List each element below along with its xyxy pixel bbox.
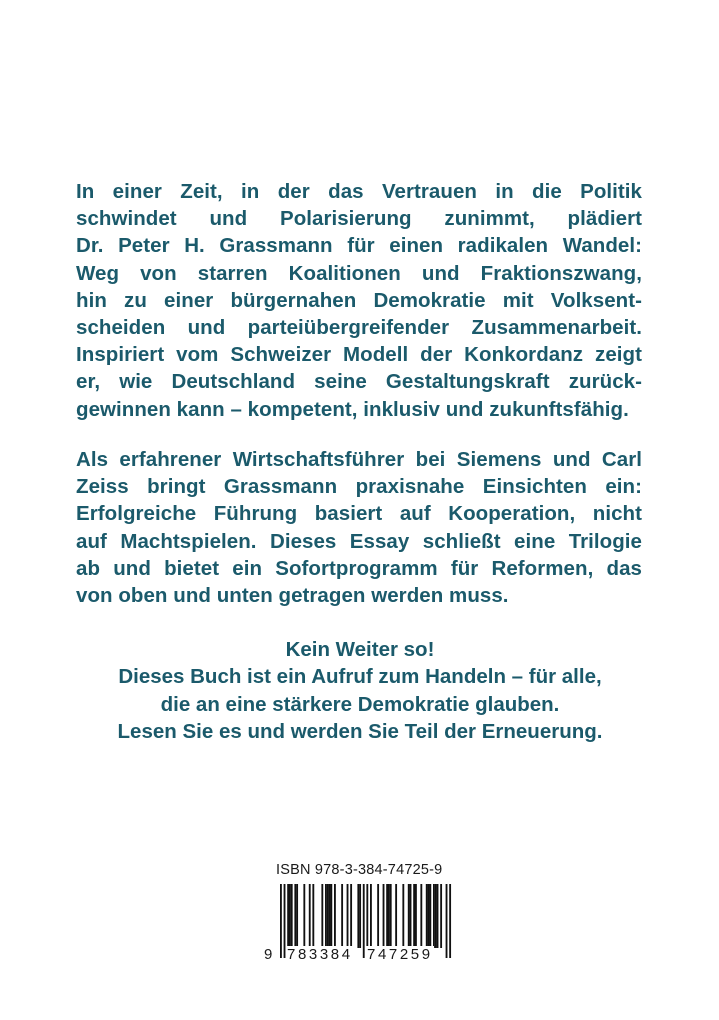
callout-headline: Kein Weiter so! bbox=[285, 638, 435, 661]
barcode-bar bbox=[370, 884, 372, 948]
barcode-bar bbox=[312, 884, 314, 948]
barcode-bar bbox=[435, 884, 437, 948]
barcode-bar bbox=[428, 884, 430, 948]
call-to-action bbox=[60, 636, 660, 746]
barcode-bar bbox=[289, 884, 291, 948]
barcode-bar bbox=[363, 884, 365, 958]
blurb-line: ab und bietet ein Sofortprogramm für Reformen, das bbox=[76, 556, 642, 580]
blurb-line: Zeiss bringt Grassmann praxisnahe Einsichten ein: bbox=[76, 475, 642, 499]
barcode-bar bbox=[280, 884, 282, 958]
blurb-line: schwindet und Polarisierung zunimmt, plädiert bbox=[76, 207, 642, 231]
blurb-line: scheiden und parteiübergreifender Zusammenarbeit. bbox=[76, 316, 642, 340]
blurb-line: Als erfahrener Wirtschaftsführer bei Siemens und Carl bbox=[76, 448, 642, 471]
barcode-bar bbox=[420, 884, 422, 948]
isbn-barcode bbox=[264, 884, 454, 974]
barcode-bar bbox=[325, 884, 327, 948]
blurb-line: Weg von starren Koalitionen und Fraktionszwang, bbox=[76, 261, 642, 285]
barcode-bar bbox=[327, 884, 329, 948]
barcode-bar bbox=[449, 884, 451, 958]
barcode-left-digits: 783384 bbox=[287, 946, 353, 963]
callout-line: Lesen Sie es und werden Sie Teil der Erneuerung. bbox=[117, 720, 603, 744]
barcode-bar bbox=[390, 884, 392, 948]
barcode-bar bbox=[426, 884, 428, 948]
barcode-bar bbox=[357, 884, 359, 948]
blurb-line: gewinnen kann – kompetent, inklusiv und zukunftsfähig. bbox=[76, 397, 629, 421]
barcode-bar bbox=[413, 884, 415, 948]
barcode-bar bbox=[433, 884, 435, 948]
barcode-right-digits: 747259 bbox=[367, 946, 433, 963]
barcode-bar bbox=[296, 884, 298, 948]
barcode-bar bbox=[440, 884, 442, 948]
barcode-bar bbox=[291, 884, 293, 948]
blurb-line: Dr. Peter H. Grassmann für einen radikalen Wandel: bbox=[76, 234, 642, 258]
callout-line: die an eine stärkere Demokratie glauben. bbox=[160, 692, 560, 716]
barcode-bar bbox=[350, 884, 352, 948]
barcode-bar bbox=[446, 884, 448, 958]
barcode-bar bbox=[429, 884, 431, 948]
blurb-line: er, wie Deutschland seine Gestaltungskraft zurück- bbox=[76, 370, 642, 394]
barcode-bar bbox=[402, 884, 404, 948]
barcode-bar bbox=[410, 884, 412, 948]
barcode-bar bbox=[359, 884, 361, 948]
barcode-bar bbox=[309, 884, 311, 948]
barcode-bar bbox=[386, 884, 388, 948]
blurb-paragraph-2 bbox=[76, 446, 642, 609]
barcode-bar bbox=[437, 884, 439, 948]
barcode-bar bbox=[395, 884, 397, 948]
barcode-bar bbox=[383, 884, 385, 948]
barcode-first-digit: 9 bbox=[264, 946, 273, 963]
blurb-line: Erfolgreiche Führung basiert auf Kooperation, nicht bbox=[76, 502, 642, 526]
barcode-bar bbox=[415, 884, 417, 948]
barcode-bar bbox=[321, 884, 323, 948]
blurb-line: In einer Zeit, in der das Vertrauen in die Politik bbox=[76, 180, 642, 203]
blurb-line: von oben und unten getragen werden muss. bbox=[76, 584, 509, 608]
barcode-bar bbox=[330, 884, 332, 948]
barcode-bar bbox=[341, 884, 343, 948]
blurb-line: Inspiriert vom Schweizer Modell der Konkordanz zeigt bbox=[76, 343, 642, 367]
barcode-bar bbox=[303, 884, 305, 948]
barcode-bar bbox=[377, 884, 379, 948]
barcode-bar bbox=[347, 884, 349, 948]
isbn-label: ISBN 978-3-384-74725-9 bbox=[276, 862, 443, 878]
barcode-bar bbox=[287, 884, 289, 948]
callout-line: Dieses Buch ist ein Aufruf zum Handeln – für alle, bbox=[118, 665, 602, 689]
blurb-line: hin zu einer bürgernahen Demokratie mit Volksent- bbox=[76, 288, 642, 312]
blurb-paragraph-1 bbox=[76, 178, 642, 423]
blurb-line: auf Machtspielen. Dieses Essay schließt eine Trilogie bbox=[76, 529, 642, 553]
barcode-bar bbox=[329, 884, 331, 948]
barcode-bar bbox=[388, 884, 390, 948]
barcode-bar bbox=[334, 884, 336, 948]
barcode-bar bbox=[408, 884, 410, 948]
barcode-bar bbox=[294, 884, 296, 948]
